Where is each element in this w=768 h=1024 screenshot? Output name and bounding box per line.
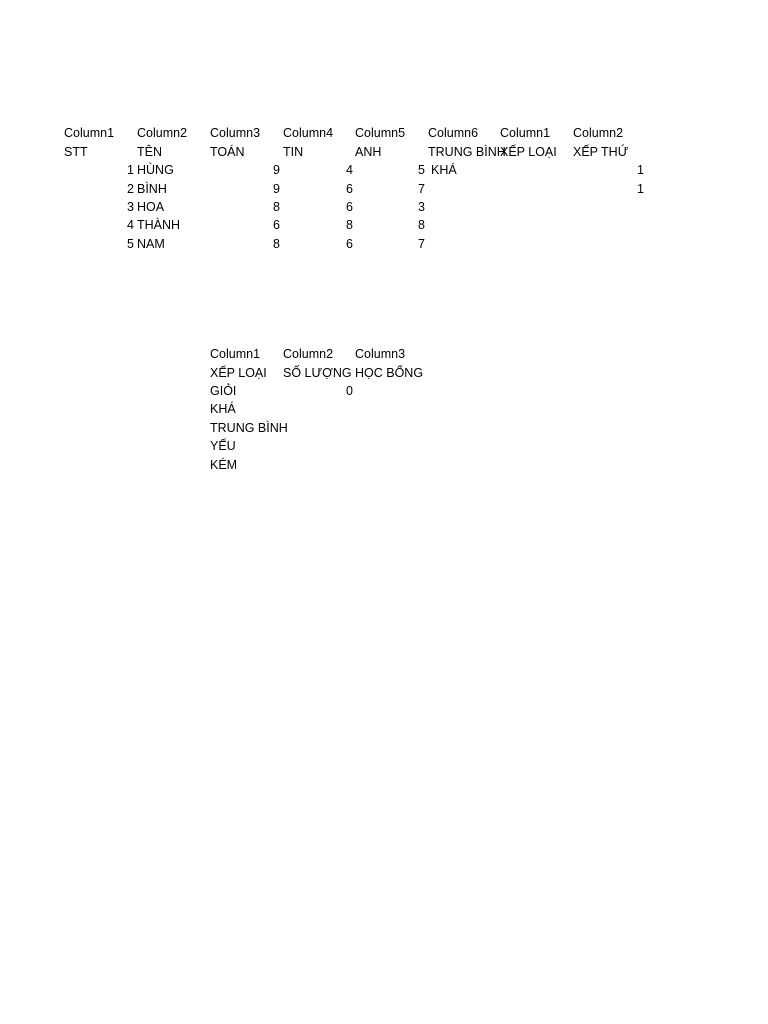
subheader-tin: TIN (283, 145, 304, 159)
name-cell: HÙNG (137, 163, 174, 177)
header-cell: Column6 (428, 126, 479, 140)
name-cell: BÌNH (137, 182, 167, 196)
name-cell: NAM (137, 237, 165, 251)
english-score: 7 (418, 237, 425, 251)
english-score: 3 (418, 200, 425, 214)
classification-cell: KHÁ (431, 163, 457, 177)
count-cell (283, 456, 353, 474)
name-cell: THÀNH (137, 218, 181, 232)
english-score: 5 (418, 163, 425, 177)
header-cell: Column5 (355, 126, 406, 140)
subheader-xep-loai: XẾP LOẠI (210, 366, 267, 380)
name-cell: HOA (137, 200, 165, 214)
it-score: 4 (346, 163, 353, 177)
count-cell (283, 437, 353, 455)
header-cell: Column2 (283, 347, 334, 361)
subheader-anh: ANH (355, 145, 382, 159)
it-score: 6 (346, 182, 353, 196)
classification-cell: TRUNG BÌNH (210, 421, 288, 435)
header-cell: Column2 (137, 126, 188, 140)
rank-cell (573, 216, 644, 234)
it-score: 6 (346, 200, 353, 214)
classification-cell: KÉM (210, 458, 238, 472)
math-score: 6 (273, 218, 280, 232)
rank-cell: 1 (637, 163, 644, 177)
rank-cell (573, 198, 644, 216)
subheader-toan: TOÁN (210, 145, 245, 159)
stt-cell: 3 (127, 200, 134, 214)
rank-cell (573, 235, 644, 253)
english-score: 8 (418, 218, 425, 232)
classification-cell: KHÁ (210, 402, 236, 416)
subheader-trung-binh: TRUNG BÌNH (428, 145, 506, 159)
header-cell: Column2 (573, 126, 624, 140)
subheader-xep-loai: XẾP LOẠI (500, 145, 557, 159)
rank-cell: 1 (637, 182, 644, 196)
count-cell (283, 419, 353, 437)
math-score: 8 (273, 237, 280, 251)
subheader-stt: STT (64, 145, 88, 159)
count-cell: 0 (346, 384, 353, 398)
stt-cell: 2 (127, 182, 134, 196)
subheader-ten: TÊN (137, 145, 162, 159)
header-cell: Column1 (500, 126, 551, 140)
stt-cell: 1 (127, 163, 134, 177)
header-cell: Column4 (283, 126, 334, 140)
stt-cell: 4 (127, 218, 134, 232)
subheader-hoc-bong: HỌC BỔNG (355, 366, 424, 380)
header-cell: Column1 (64, 126, 115, 140)
math-score: 9 (273, 182, 280, 196)
math-score: 8 (273, 200, 280, 214)
count-cell (283, 400, 353, 418)
stt-cell: 5 (127, 237, 134, 251)
header-cell: Column3 (210, 126, 261, 140)
math-score: 9 (273, 163, 280, 177)
header-cell: Column3 (355, 347, 406, 361)
subheader-xep-thu: XẾP THỨ (573, 145, 629, 159)
classification-cell: GIỎI (210, 384, 237, 398)
it-score: 8 (346, 218, 353, 232)
english-score: 7 (418, 182, 425, 196)
subheader-so-luong: SỐ LƯỢNG (283, 366, 352, 380)
classification-cell: YẾU (210, 439, 236, 453)
it-score: 6 (346, 237, 353, 251)
header-cell: Column1 (210, 347, 261, 361)
